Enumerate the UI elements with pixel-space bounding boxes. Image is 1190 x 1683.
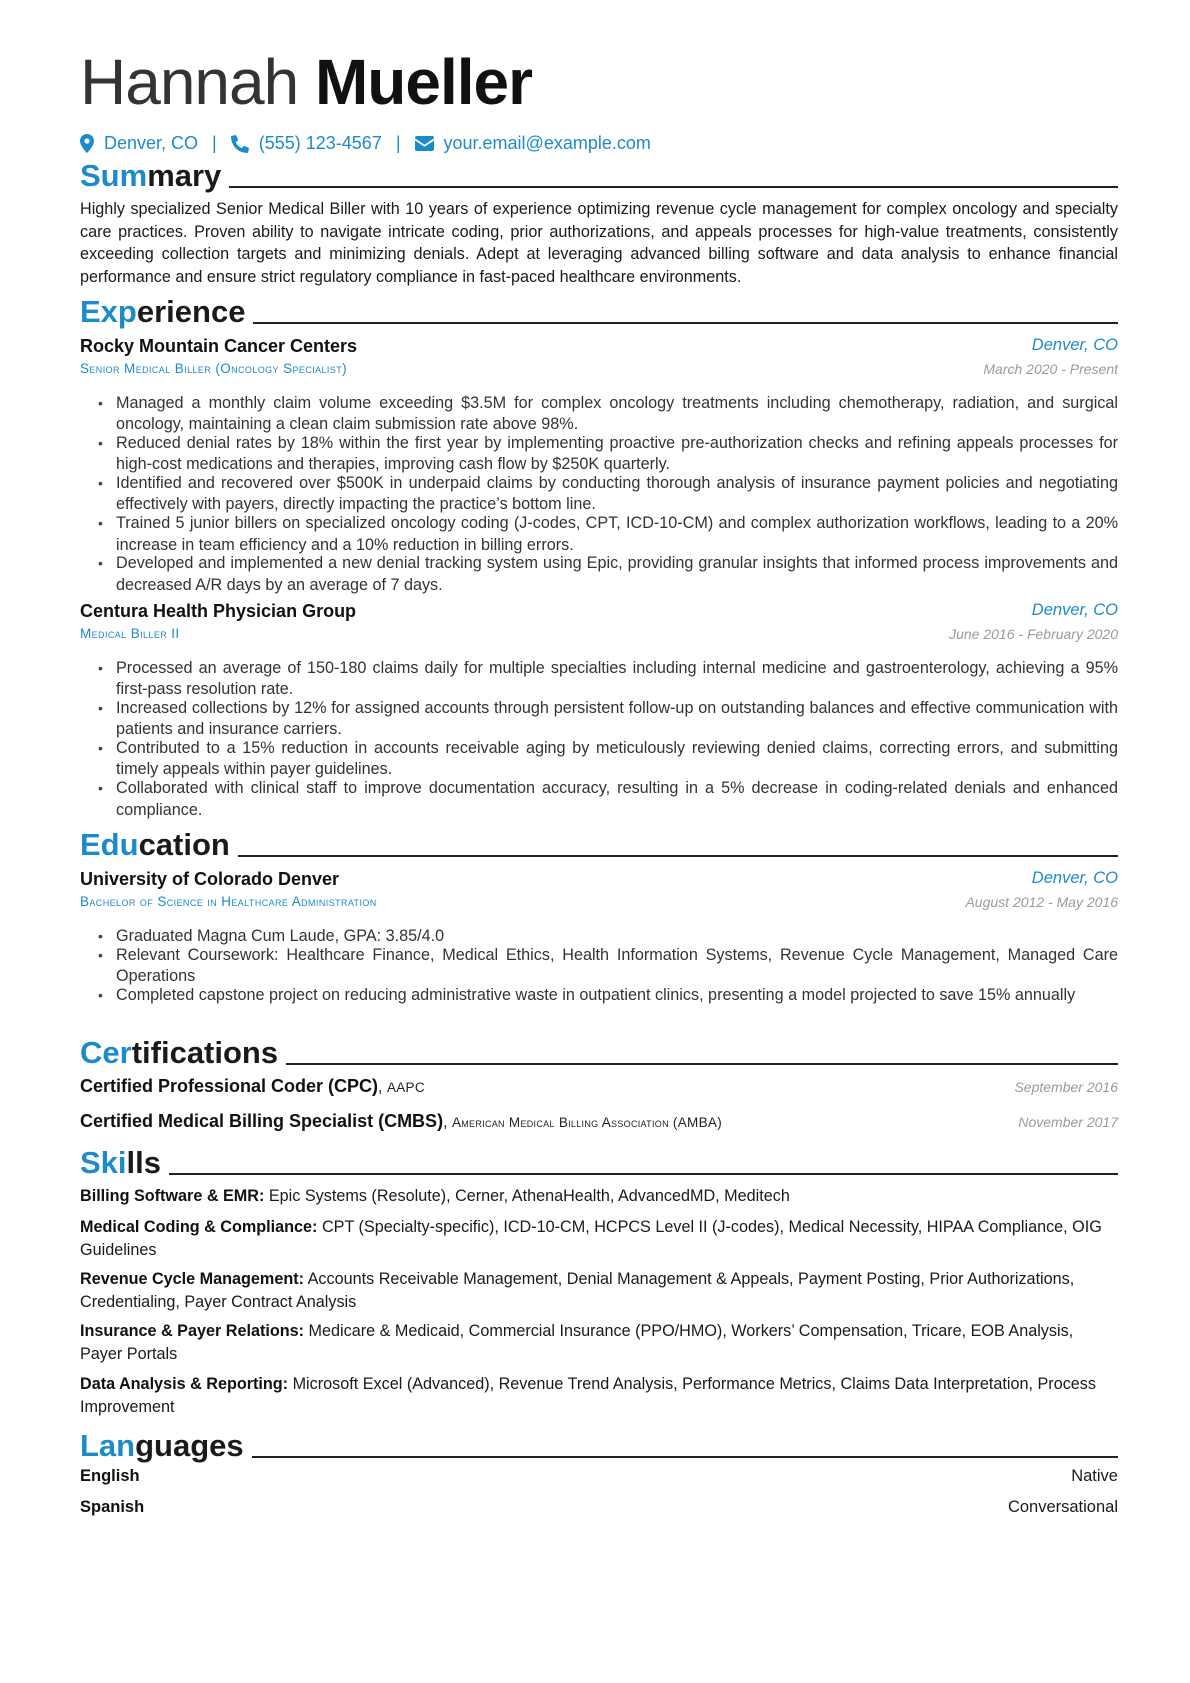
skill-row xyxy=(80,1373,1118,1418)
employer-name: Centura Health Physician Group xyxy=(80,601,357,621)
list-item: • Relevant Coursework: Healthcare Finance, Medical Ethics, Health Information Systems, Revenue Cycle Management, Managed Care Operations xyxy=(98,945,1118,987)
education-bullets xyxy=(98,926,1118,1004)
contact-email[interactable] xyxy=(415,133,651,154)
skill-value: Accounts Receivable Management, Denial Management & Appeals, Payment Posting, Prior Authorizations, Credentialing, Payer Contract Analysis xyxy=(80,1270,1075,1311)
skill-row xyxy=(80,1185,1118,1208)
contact-location xyxy=(80,133,198,154)
certification-issuer: American Medical Billing Association (AMBA) xyxy=(451,1115,722,1130)
section-rule xyxy=(229,186,1118,188)
list-item: • Trained 5 junior billers on specialized oncology coding (J-codes, CPT, ICD-10-CM) and complex authorization workflows, leading to a 20% increase in team efficiency and a 10% reduction in billing errors. xyxy=(98,513,1118,555)
education-dates: August 2012 - May 2016 xyxy=(965,894,1118,910)
certification-name: Certified Medical Billing Specialist (CMBS) xyxy=(80,1111,444,1131)
list-item: • Reduced denial rates by 18% within the first year by implementing proactive pre-authorization checks and refining appeals processes for high-cost medications and therapies, improving cash flow by $250K quarterly. xyxy=(98,433,1118,475)
certification-issuer: AAPC xyxy=(386,1080,425,1095)
language-level: Conversational xyxy=(1007,1498,1118,1516)
summary-text: Highly specialized Senior Medical Biller with 10 years of experience optimizing revenue cycle management for complex oncology and specialty care practices. Proven ability to navigate intricate coding, prior authorizations, and appeals processes for high-value treatments, consistently exceeding collection targets and minimizing denials. Adept at leveraging advanced billing software and data analysis to enhance financial performance and ensure strict regulatory compliance in fast-paced healthcare environments. xyxy=(80,200,1118,286)
job-title: Senior Medical Biller (Oncology Specialist) xyxy=(80,361,348,376)
employer-location: Denver, CO xyxy=(1031,336,1118,354)
experience-heading: Experience xyxy=(80,292,1118,330)
experience-entry-header xyxy=(80,601,1118,622)
school-name: University of Colorado Denver xyxy=(80,869,340,889)
certification-date: September 2016 xyxy=(1014,1079,1118,1095)
certifications-heading: Certifications xyxy=(80,1033,1118,1071)
languages-heading: Languages xyxy=(80,1426,1118,1464)
experience-entry-header xyxy=(80,336,1118,357)
list-item: • Identified and recovered over $500K in underpaid claims by conducting thorough analysis of insurance payment policies and negotiating effectively with payers, directly impacting the practice’s bottom line. xyxy=(98,473,1118,515)
experience-entry-subheader xyxy=(80,626,1118,642)
education-entry-subheader xyxy=(80,894,1118,910)
skill-value: Epic Systems (Resolute), Cerner, AthenaHealth, AdvancedMD, Meditech xyxy=(268,1187,790,1205)
skill-label: Insurance & Payer Relations: xyxy=(80,1322,305,1340)
contact-separator: | xyxy=(212,133,217,153)
certification-name: Certified Professional Coder (CPC) xyxy=(80,1076,379,1096)
list-item: • Processed an average of 150-180 claims daily for multiple specialties including internal medicine and gastroenterology, achieving a 95% first-pass resolution rate. xyxy=(98,658,1118,700)
language-row xyxy=(80,1498,1118,1517)
section-rule xyxy=(286,1063,1118,1065)
certification-item: Certified Professional Coder (CPC), AAPC September 2016 xyxy=(80,1076,1118,1096)
job-dates: March 2020 - Present xyxy=(983,361,1118,377)
map-marker-icon xyxy=(80,134,94,153)
skill-value: Medicare & Medicaid, Commercial Insurance (PPO/HMO), Workers’ Compensation, Tricare, EOB Analysis, Payer Portals xyxy=(80,1322,1074,1363)
degree: Bachelor of Science in Healthcare Administration xyxy=(80,894,377,909)
employer-name: Rocky Mountain Cancer Centers xyxy=(80,336,358,356)
language-row xyxy=(80,1467,1118,1486)
contact-bar xyxy=(80,133,651,154)
employer-location: Denver, CO xyxy=(1031,601,1118,619)
education-entry-header xyxy=(80,869,1118,890)
list-item: • Completed capstone project on reducing administrative waste in outpatient clinics, presenting a model projected to save 15% annually xyxy=(98,985,1118,1006)
skills-heading: Skills xyxy=(80,1143,1118,1181)
experience-bullets xyxy=(98,658,1118,818)
envelope-icon xyxy=(415,136,434,151)
certification-date: November 2017 xyxy=(1018,1114,1118,1130)
skill-label: Revenue Cycle Management: xyxy=(80,1270,305,1288)
job-dates: June 2016 - February 2020 xyxy=(949,626,1118,642)
skill-row xyxy=(80,1216,1118,1261)
language-name: Spanish xyxy=(80,1498,145,1516)
last-name: Mueller xyxy=(314,46,533,118)
language-name: English xyxy=(80,1467,140,1485)
list-item: • Developed and implemented a new denial tracking system using Epic, providing granular insights that informed process improvements and decreased A/R days by an average of 7 days. xyxy=(98,553,1118,595)
phone-text: (555) 123-4567 xyxy=(258,133,382,153)
experience-bullets xyxy=(98,393,1118,594)
summary-heading: Summary xyxy=(80,156,1118,194)
experience-entry-subheader xyxy=(80,361,1118,377)
section-rule xyxy=(238,855,1118,857)
job-title: Medical Biller II xyxy=(80,626,180,641)
candidate-name xyxy=(80,44,532,120)
location-text: Denver, CO xyxy=(104,133,199,153)
skill-row xyxy=(80,1320,1118,1365)
skill-label: Data Analysis & Reporting: xyxy=(80,1375,289,1393)
skill-value: CPT (Specialty-specific), ICD-10-CM, HCPCS Level II (J-codes), Medical Necessity, HIPAA Compliance, OIG Guidelines xyxy=(80,1218,1102,1259)
skill-label: Billing Software & EMR: xyxy=(80,1187,265,1205)
school-location: Denver, CO xyxy=(1031,869,1118,887)
phone-icon xyxy=(231,135,249,153)
section-rule xyxy=(252,1456,1118,1458)
list-item: • Graduated Magna Cum Laude, GPA: 3.85/4.0 xyxy=(98,926,1118,947)
section-rule xyxy=(169,1173,1118,1175)
education-heading: Education xyxy=(80,825,1118,863)
list-item: • Managed a monthly claim volume exceeding $3.5M for complex oncology treatments including chemotherapy, radiation, and surgical oncology, maintaining a clean claim submission rate above 98%. xyxy=(98,393,1118,435)
section-rule xyxy=(253,322,1118,324)
language-level: Native xyxy=(1071,1467,1118,1485)
list-item: • Increased collections by 12% for assigned accounts through persistent follow-up on outstanding balances and effective communication with patients and insurance carriers. xyxy=(98,698,1118,740)
skill-label: Medical Coding & Compliance: xyxy=(80,1218,318,1236)
certification-item: Certified Medical Billing Specialist (CMBS), American Medical Billing Association (AMBA) November 2017 xyxy=(80,1111,1118,1131)
skill-value: Microsoft Excel (Advanced), Revenue Trend Analysis, Performance Metrics, Claims Data Interpretation, Process Improvement xyxy=(80,1375,1096,1416)
first-name: Hannah xyxy=(80,46,299,118)
email-text: your.email@example.com xyxy=(443,133,651,153)
contact-separator: | xyxy=(395,133,401,153)
skill-row xyxy=(80,1268,1118,1313)
list-item: • Collaborated with clinical staff to improve documentation accuracy, resulting in a 5% decrease in coding-related denials and enhanced compliance. xyxy=(98,778,1118,820)
contact-phone[interactable] xyxy=(231,133,382,154)
list-item: • Contributed to a 15% reduction in accounts receivable aging by meticulously reviewing denied claims, correcting errors, and submitting timely appeals within payer guidelines. xyxy=(98,738,1118,780)
